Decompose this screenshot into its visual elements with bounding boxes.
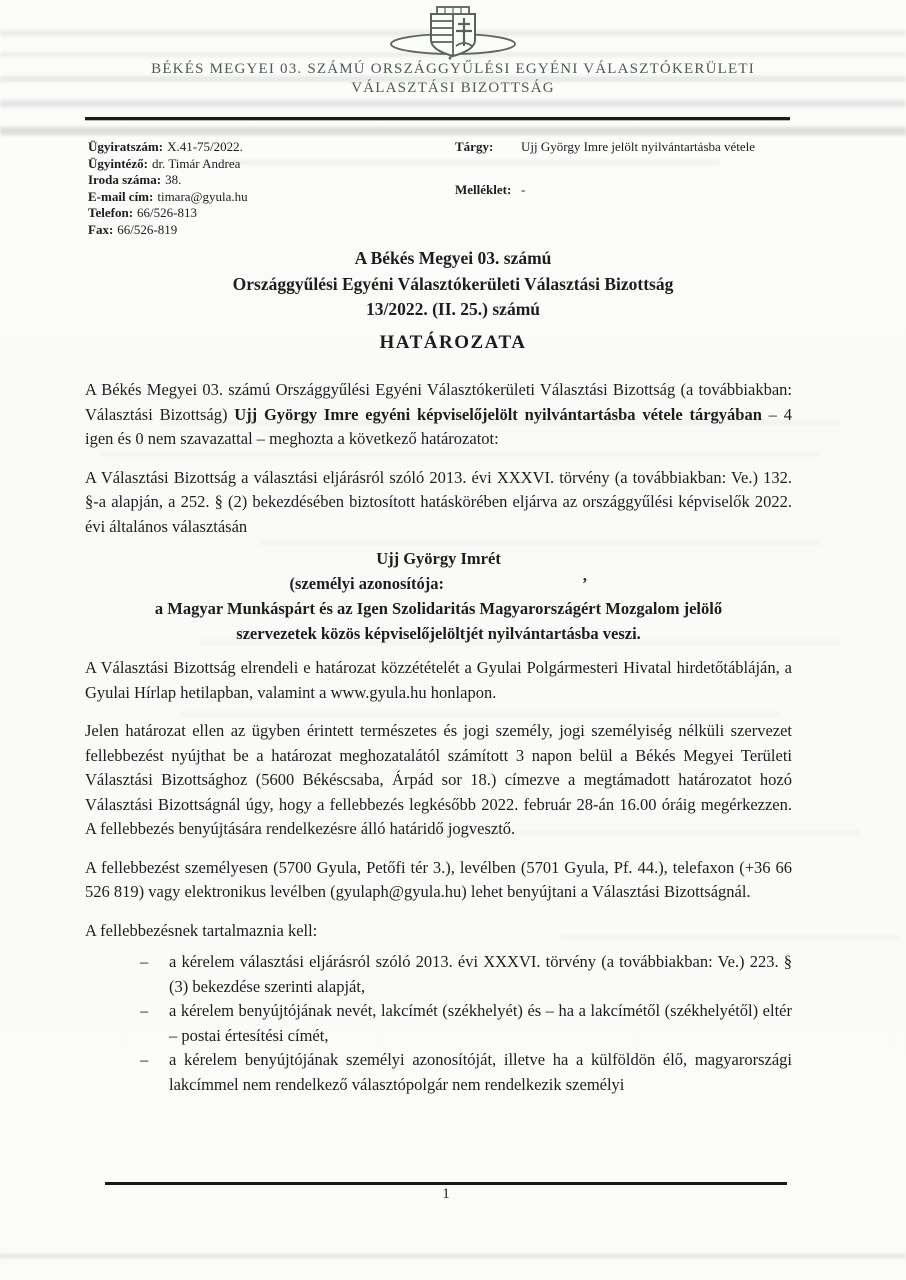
scan-artifact — [0, 100, 906, 107]
appeal-requirements-list — [85, 950, 792, 1097]
scan-artifact — [0, 127, 906, 135]
header-emblem — [0, 4, 906, 65]
title-line3: 13/2022. (II. 25.) számú — [365, 299, 541, 319]
document-title — [0, 246, 906, 323]
meta-label: Tárgy: — [455, 139, 494, 154]
meta-value: timara@gyula.hu — [157, 188, 248, 204]
meta-row-phone — [88, 205, 455, 222]
decision-personal-id-line — [85, 571, 792, 596]
decision-registration: szervezetek közös képviselőjelöltjét nyilvántartásba veszi. — [236, 624, 641, 643]
header-divider — [85, 117, 790, 120]
paragraph-legal-basis: A Választási Bizottság a választási eljárásról szóló 2013. évi XXXVI. törvény (a továbbiakban: Ve.) 132. §-a alapján, a 252. § (2) bekezdésében biztosított hatáskörében eljárva az országgyűlési képviselők 2022. évi általános választásán — [85, 467, 792, 536]
decision-heading: HATÁROZATA — [379, 332, 527, 353]
meta-label: Iroda száma: — [88, 172, 162, 187]
meta-value: - — [521, 181, 526, 197]
org-line1: BÉKÉS MEGYEI 03. SZÁMÚ ORSZÁGGYŰLÉSI EGYÉNI VÁLASZTÓKERÜLETI — [151, 61, 755, 77]
meta-left-column — [88, 139, 455, 238]
list-item — [85, 950, 792, 999]
meta-label: Ügyiratszám: — [88, 139, 164, 154]
meta-row-office — [88, 172, 455, 189]
footer-divider — [105, 1182, 787, 1185]
meta-value: 66/526-813 — [137, 205, 197, 220]
decision-candidate-name: Ujj György Imrét — [376, 549, 501, 568]
paragraph-publication: A Választási Bizottság elrendeli e határozat közzétételét a Gyulai Polgármesteri Hivatal hirdetőtábláján, a Gyulai Hírlap hetilapban, valamint a www.gyula.hu honlapon. — [85, 658, 792, 702]
meta-row-clerk — [88, 156, 455, 173]
paragraph-appeal-submission: A fellebbezést személyesen (5700 Gyula, Petőfi tér 3.), levélben (5701 Gyula, Pf. 44.), telefaxon (+36 66 526 819) vagy elektronikus levélben (gyulaph@gyula.hu) lehet benyújtani a Választási Bizottságnál. — [85, 857, 792, 901]
decision-nominating-orgs: a Magyar Munkáspárt és az Igen Szolidaritás Magyarországért Mozgalom jelölő — [154, 599, 723, 618]
dash-bullet-icon: – — [140, 952, 149, 971]
meta-value: 38. — [165, 172, 182, 187]
meta-value: dr. Timár Andrea — [151, 155, 241, 171]
meta-row-subject — [455, 139, 808, 156]
meta-label: Melléklet: — [455, 181, 512, 197]
decision-block — [85, 546, 792, 646]
list-item — [85, 999, 792, 1048]
list-item — [85, 1048, 792, 1097]
meta-value: Ujj György Imre jelölt nyilvántartásba vétele — [521, 139, 756, 154]
document-meta — [88, 139, 808, 238]
hungarian-coat-of-arms-icon — [373, 4, 533, 60]
paragraph-appeal-requirements-intro: A fellebbezésnek tartalmaznia kell: — [85, 920, 318, 940]
page-number: 1 — [442, 1185, 450, 1202]
title-line2: Országgyűlési Egyéni Választókerületi Választási Bizottság — [232, 273, 674, 294]
title-line1: A Békés Megyei 03. számú — [354, 248, 552, 268]
meta-label: Fax: — [88, 221, 114, 237]
meta-label: E-mail cím: — [88, 188, 154, 204]
meta-right-column — [455, 139, 808, 238]
list-item-text: a kérelem benyújtójának nevét, lakcímét (székhelyét) és – ha a lakcímétől (székhelyétől) eltér – postai értesítési címét, — [169, 1001, 792, 1045]
paragraph-text: A Békés Megyei 03. számú Országgyűlési Egyéni Választókerületi Választási Bizottság (a továbbiakban: Választási Bizottság) — [85, 380, 792, 424]
meta-label: Telefon: — [88, 205, 134, 220]
scan-artifact — [0, 1254, 906, 1258]
paragraph-appeal-rules: Jelen határozat ellen az ügyben érintett természetes és jogi személy, jogi személyiség nélküli szervezet fellebbezést nyújthat be a határozat meghozatalától számított 3 napon belül a Békés Megyei Területi Választási Bizottsághoz (5600 Békéscsaba, Árpád sor 18.) címezve a megtámadott határozatot hozó Választási Bizottságnál úgy, hogy a fellebbezés legkésőbb 2022. február 28-án 16.00 óráig megérkezzen. A fellebbezés benyújtására rendelkezésre álló határidő jogvesztő. — [85, 721, 792, 838]
paragraph-intro — [85, 378, 792, 452]
decision-text: (személyi azonosítója: — [289, 574, 444, 593]
document-body — [85, 378, 792, 1097]
meta-row-attachment — [455, 182, 808, 199]
meta-value: 66/526-819 — [117, 221, 178, 237]
redaction-mark: ’ — [581, 574, 588, 593]
header-org-name — [0, 60, 906, 98]
page-footer — [105, 1182, 787, 1203]
dash-bullet-icon: – — [140, 1050, 149, 1069]
meta-row-fax — [88, 222, 455, 239]
list-item-text: a kérelem választási eljárásról szóló 2013. évi XXXVI. törvény (a továbbiakban: Ve.) 223. § (3) bekezdése szerinti alapját, — [169, 952, 792, 996]
paragraph-text: – 4 igen és 0 nem szavazattal – meghozta a következő határozatot: — [85, 404, 792, 448]
org-line2: VÁLASZTÁSI BIZOTTSÁG — [351, 80, 555, 96]
meta-value: X.41-75/2022. — [167, 139, 243, 154]
meta-row-email — [88, 189, 455, 206]
dash-bullet-icon: – — [140, 1001, 149, 1020]
paragraph-bold-text: Ujj György Imre egyéni képviselőjelölt nyilvántartásba vétele tárgyában — [234, 404, 762, 424]
meta-row-case-number — [88, 139, 455, 156]
meta-label: Ügyintéző: — [88, 155, 148, 171]
list-item-text: a kérelem benyújtójának személyi azonosítóját, illetve ha a külföldön élő, magyarországi lakcímmel nem rendelkező választópolgár nem rendelkezik személyi — [169, 1050, 792, 1094]
